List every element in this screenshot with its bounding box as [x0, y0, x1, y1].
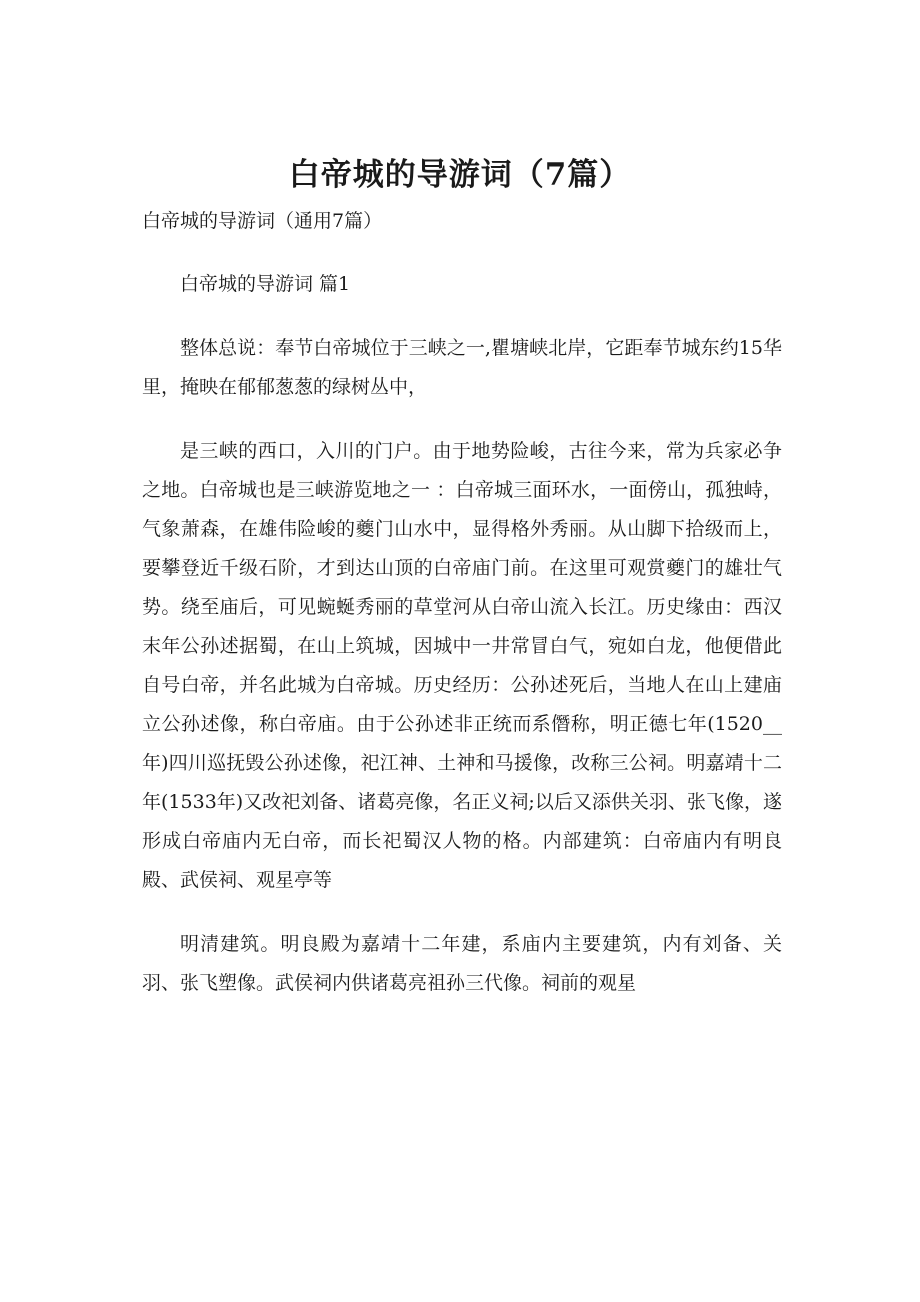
document-body — [142, 265, 782, 1028]
paragraph-1: 整体总说：奉节白帝城位于三峡之一,瞿塘峡北岸，它距奉节城东约15华里，掩映在郁郁葱葱的绿树丛中， — [142, 337, 782, 398]
document-title: 白帝城的导游词（7篇） — [288, 157, 632, 193]
section-heading: 白帝城的导游词 篇1 — [180, 273, 351, 295]
paragraph-3: 明清建筑。明良殿为嘉靖十二年建，系庙内主要建筑，内有刘备、关羽、张飞塑像。武侯祠内供诸葛亮祖孙三代像。祠前的观星 — [142, 933, 782, 994]
paragraph-2: 是三峡的西口，入川的门户。由于地势险峻，古往今来，常为兵家必争之地。白帝城也是三峡游览地之一 ：白帝城三面环水，一面傍山，孤独峙，气象萧森，在雄伟险峻的夔门山水中，显得格外秀丽。从山脚下拾级而上，要攀登近千级石阶，才到达山顶的白帝庙门前。在这里可观赏夔门的雄壮气势。绕至庙后，可见蜿蜒秀丽的草堂河从白帝山流入长江。历史缘由：西汉末年公孙述据蜀，在山上筑城，因城中一井常冒白气，宛如白龙，他便借此自号白帝，并名此城为白帝城。历史经历：公孙述死后，当地人在山上建庙立公孙述像，称白帝庙。由于公孙述非正统而系僭称，明正德七年(1520__年)四川巡抚毁公孙述像，祀江神、土神和马援像，改称三公祠。明嘉靖十二年(1533年)又改祀刘备、诸葛亮像，名正义祠;以后又添供关羽、张飞像，遂形成白帝庙内无白帝，而长祀蜀汉人物的格。内部建筑：白帝庙内有明良殿、武侯祠、观星亭等 — [142, 440, 782, 891]
document-subtitle: 白帝城的导游词（通用7篇） — [142, 210, 383, 232]
